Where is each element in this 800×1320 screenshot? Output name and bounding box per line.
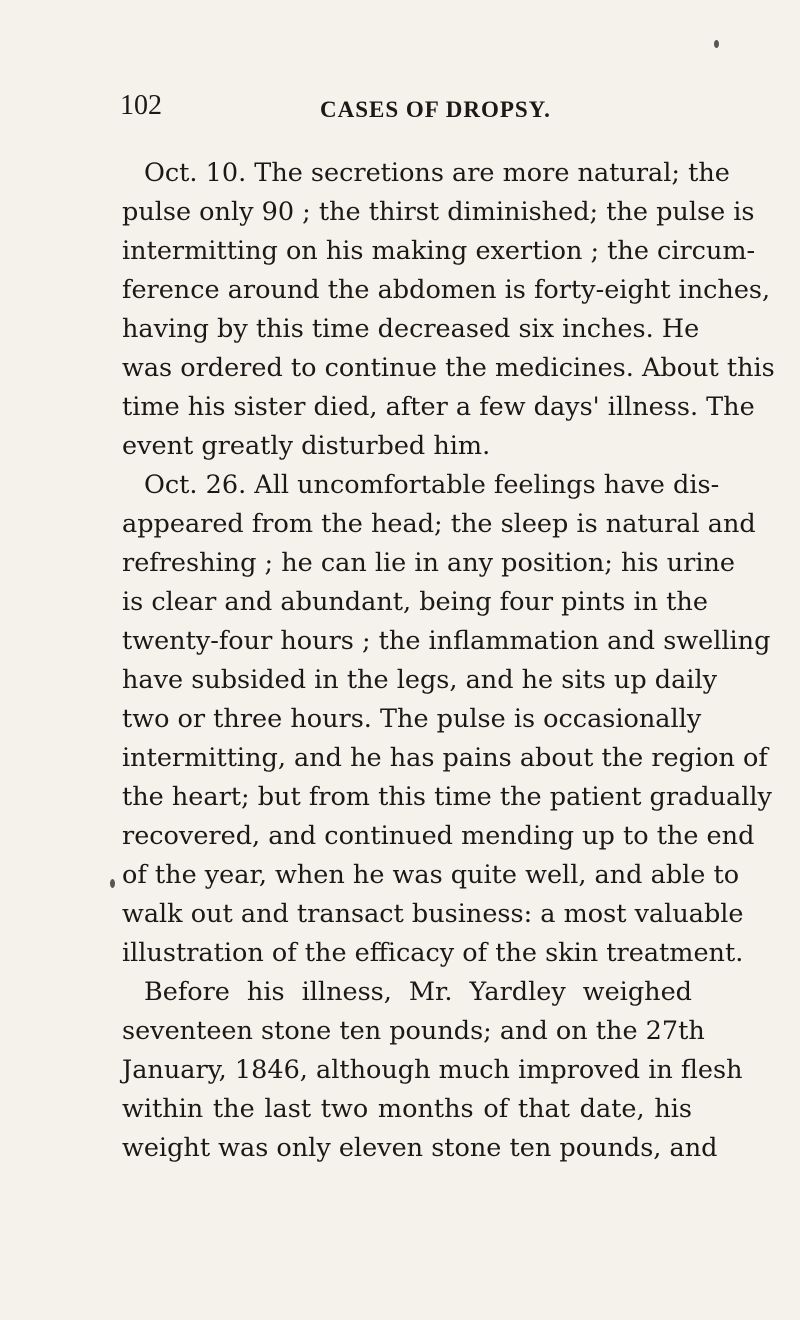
text-line: event greatly disturbed him. bbox=[122, 431, 491, 461]
text-line: ference around the abdomen is forty-eight inches, bbox=[122, 275, 771, 305]
text-line: having by this time decreased six inches. He bbox=[122, 314, 700, 344]
text-line: Before his illness, Mr. Yardley weighed bbox=[144, 977, 692, 1007]
text-line: Oct. 26. All uncomfortable feelings have dis- bbox=[144, 470, 720, 500]
text-line: illustration of the efficacy of the skin treatment. bbox=[122, 938, 744, 968]
text-line: intermitting on his making exertion ; the circum- bbox=[122, 236, 756, 266]
page-number: 102 bbox=[120, 90, 162, 121]
body-text bbox=[122, 154, 775, 1168]
text-line: twenty-four hours ; the inflammation and swelling bbox=[122, 626, 771, 656]
text-line: is clear and abundant, being four pints in the bbox=[122, 587, 708, 617]
text-line: refreshing ; he can lie in any position; his urine bbox=[122, 548, 736, 578]
page-header bbox=[120, 92, 690, 132]
text-line: two or three hours. The pulse is occasionally bbox=[122, 704, 702, 734]
text-line: pulse only 90 ; the thirst diminished; the pulse is bbox=[122, 197, 755, 227]
text-line: within the last two months of that date, his bbox=[122, 1094, 692, 1124]
running-head: CASES OF DROPSY. bbox=[320, 97, 551, 122]
text-line: January, 1846, although much improved in flesh bbox=[122, 1055, 743, 1085]
text-line: Oct. 10. The secretions are more natural; the bbox=[144, 158, 730, 188]
text-line: walk out and transact business: a most valuable bbox=[122, 899, 744, 929]
text-line: recovered, and continued mending up to the end bbox=[122, 821, 755, 851]
text-line: the heart; but from this time the patient gradually bbox=[122, 782, 772, 812]
ink-speck bbox=[110, 879, 115, 888]
text-line: time his sister died, after a few days' illness. The bbox=[122, 392, 755, 422]
text-line: appeared from the head; the sleep is natural and bbox=[122, 509, 756, 539]
ink-speck bbox=[714, 40, 719, 48]
text-line: have subsided in the legs, and he sits up daily bbox=[122, 665, 718, 695]
text-line: was ordered to continue the medicines. About this bbox=[122, 353, 775, 383]
text-line: seventeen stone ten pounds; and on the 27th bbox=[122, 1016, 705, 1046]
text-line: intermitting, and he has pains about the region of bbox=[122, 743, 768, 773]
text-line: weight was only eleven stone ten pounds, and bbox=[122, 1133, 718, 1163]
text-line: of the year, when he was quite well, and able to bbox=[122, 860, 740, 890]
